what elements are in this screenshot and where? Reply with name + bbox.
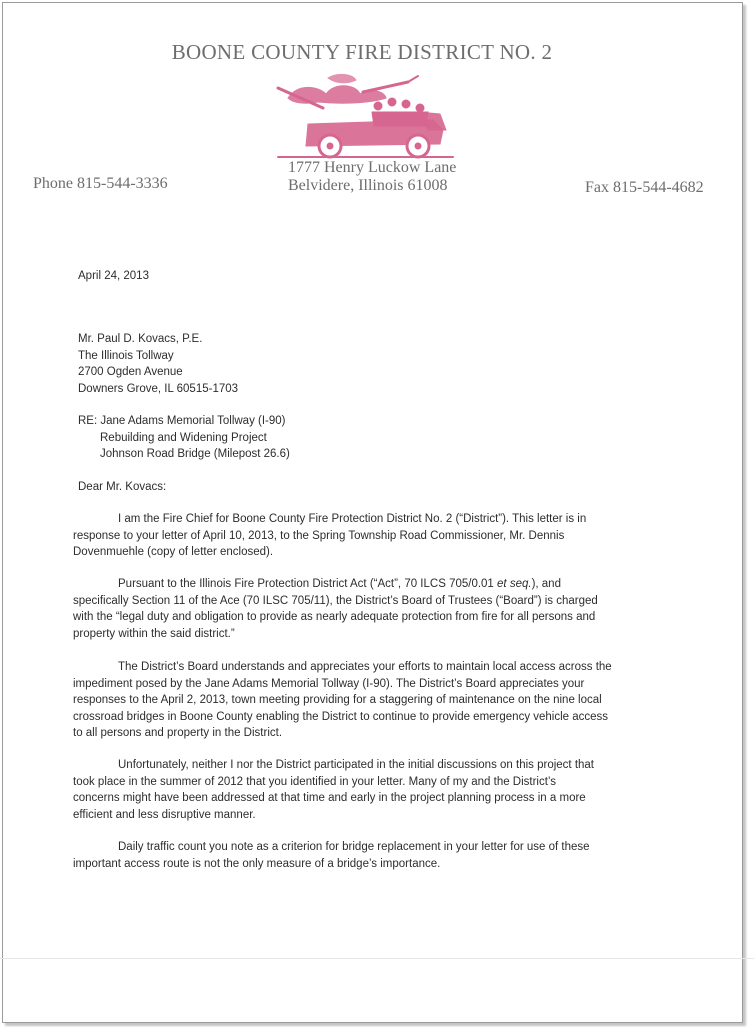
fax-number: Fax 815-544-4682 — [585, 179, 704, 196]
recipient-name: Mr. Paul D. Kovacs, P.E. — [78, 333, 203, 345]
paragraph-3 — [73, 659, 653, 742]
paragraph-line: responses to the April 2, 2013, town meeting providing for a staggering of maintenance on the nine local — [73, 694, 602, 706]
paragraph-line — [73, 576, 653, 593]
paragraph-2 — [73, 576, 653, 642]
paragraph-line: I am the Fire Chief for Boone County Fire Protection District No. 2 (“District”). This letter is in — [118, 513, 587, 525]
paragraph-line: specifically Section 11 of the Ace (70 ILSC 705/11), the District’s Board of Trustees (“Board”) is charged — [73, 594, 598, 607]
address-city: Belvidere, Illinois 61008 — [288, 177, 448, 194]
paragraph-line: to all persons and property in the District. — [73, 727, 283, 739]
letterhead-address — [288, 159, 456, 195]
paragraph-line: important access route is not the only measure of a bridge’s importance. — [73, 857, 441, 870]
text-run: Pursuant to the Illinois Fire Protection District Act (“Act”, 70 ILCS 705/0.01 — [118, 578, 498, 590]
recipient-city: Downers Grove, IL 60515-1703 — [78, 382, 239, 395]
address-street: 1777 Henry Luckow Lane — [288, 159, 457, 176]
paragraph-5 — [73, 839, 653, 872]
recipient-organization: The Illinois Tollway — [78, 349, 174, 362]
paragraph-line: Unfortunately, neither I nor the District participated in the initial discussions on this project that — [118, 759, 594, 771]
salutation: Dear Mr. Kovacs: — [78, 481, 167, 493]
recipient-address — [78, 331, 238, 397]
paragraph-line: concerns might have been addressed at that time and early in the project planning process in a more — [73, 792, 586, 804]
paragraph-line: response to your letter of April 10, 2013, to the Spring Township Road Commissioner, Mr. Dennis — [73, 529, 565, 542]
subject-bridge: Johnson Road Bridge (Milepost 26.6) — [100, 448, 290, 460]
paragraph-line: took place in the summer of 2012 that you identified in your letter. Many of my and the District’s — [73, 775, 557, 788]
paragraph-line: with the “legal duty and obligation to provide as nearly adequate protection from fire for all persons and — [73, 611, 596, 623]
paragraph-line: The District’s Board understands and appreciates your efforts to maintain local access across the — [118, 661, 612, 673]
page-divider — [0, 958, 754, 959]
letterhead-title: BOONE COUNTY FIRE DISTRICT NO. 2 — [171, 40, 553, 64]
paragraph-1 — [73, 511, 653, 561]
italic-text: et seq. — [497, 578, 532, 590]
text-run: ), and — [531, 578, 561, 590]
phone-number: Phone 815-544-3336 — [33, 175, 168, 192]
fire-engine-logo-icon — [268, 68, 463, 163]
subject-project: Rebuilding and Widening Project — [100, 431, 267, 444]
paragraph-line: crossroad bridges in Boone County enabling the District to continue to provide emergency vehicle access — [73, 710, 609, 723]
paragraph-line: Dovenmuehle (copy of letter enclosed). — [73, 546, 274, 558]
paragraph-line: property within the said district.” — [73, 627, 235, 640]
paragraph-4 — [73, 757, 653, 823]
paragraph-line: impediment posed by the Jane Adams Memorial Tollway (I-90). The District’s Board appreciates your — [73, 677, 585, 690]
paragraph-line: Daily traffic count you note as a criterion for bridge replacement in your letter for use of these — [118, 841, 590, 853]
subject-line: RE: Jane Adams Memorial Tollway (I-90) — [78, 415, 286, 427]
subject-block — [78, 413, 290, 463]
letter-date: April 24, 2013 — [78, 270, 149, 282]
recipient-street: 2700 Ogden Avenue — [78, 366, 183, 378]
paragraph-line: efficient and less disruptive manner. — [73, 808, 256, 821]
